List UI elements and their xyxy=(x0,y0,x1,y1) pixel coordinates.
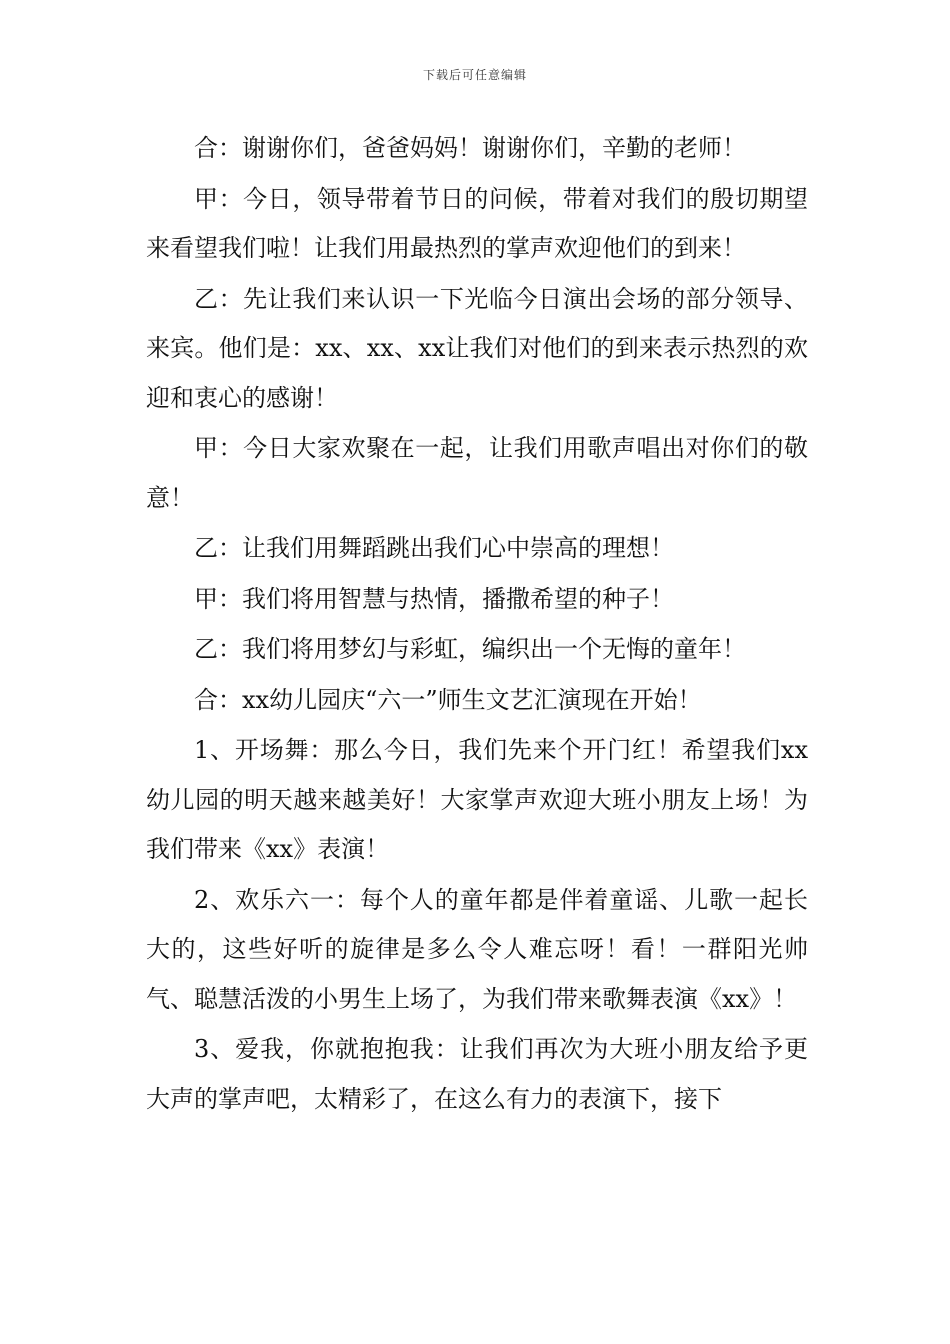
paragraph-8: 合：xx幼儿园庆“六一”师生文艺汇演现在开始！ xyxy=(194,685,702,714)
document-body xyxy=(146,124,808,1125)
paragraph-5: 乙：让我们用舞蹈跳出我们心中崇高的理想！ xyxy=(194,534,674,562)
paragraph-10: 2、欢乐六一：每个人的童年都是伴着童谣、儿歌一起长大的，这些好听的旋律是多么令人难忘呀！看！一群阳光帅气、聪慧活泼的小男生上场了，为我们带来歌舞表演《xx》！ xyxy=(146,885,808,1013)
paragraph-4: 甲：今日大家欢聚在一起，让我们用歌声唱出对你们的敬意！ xyxy=(146,434,808,512)
header-note: 下载后可任意编辑 xyxy=(422,68,527,82)
paragraph-3: 乙：先让我们来认识一下光临今日演出会场的部分领导、来宾。他们是：xx、xx、xx让我们对他们的到来表示热烈的欢迎和衷心的感谢！ xyxy=(146,284,808,412)
paragraph-11: 3、爱我，你就抱抱我：让我们再次为大班小朋友给予更大声的掌声吧，太精彩了，在这么有力的表演下，接下 xyxy=(146,1035,808,1113)
paragraph-7: 乙：我们将用梦幻与彩虹，编织出一个无悔的童年！ xyxy=(194,635,746,663)
paragraph-2: 甲：今日，领导带着节日的问候，带着对我们的殷切期望来看望我们啦！让我们用最热烈的掌声欢迎他们的到来！ xyxy=(146,184,808,262)
paragraph-6: 甲：我们将用智慧与热情，播撒希望的种子！ xyxy=(194,584,674,613)
paragraph-1: 合：谢谢你们，爸爸妈妈！谢谢你们，辛勤的老师！ xyxy=(194,134,746,162)
paragraph-9: 1、开场舞：那么今日，我们先来个开门红！希望我们xx幼儿园的明天越来越美好！大家掌声欢迎大班小朋友上场！为我们带来《xx》表演！ xyxy=(146,736,808,863)
